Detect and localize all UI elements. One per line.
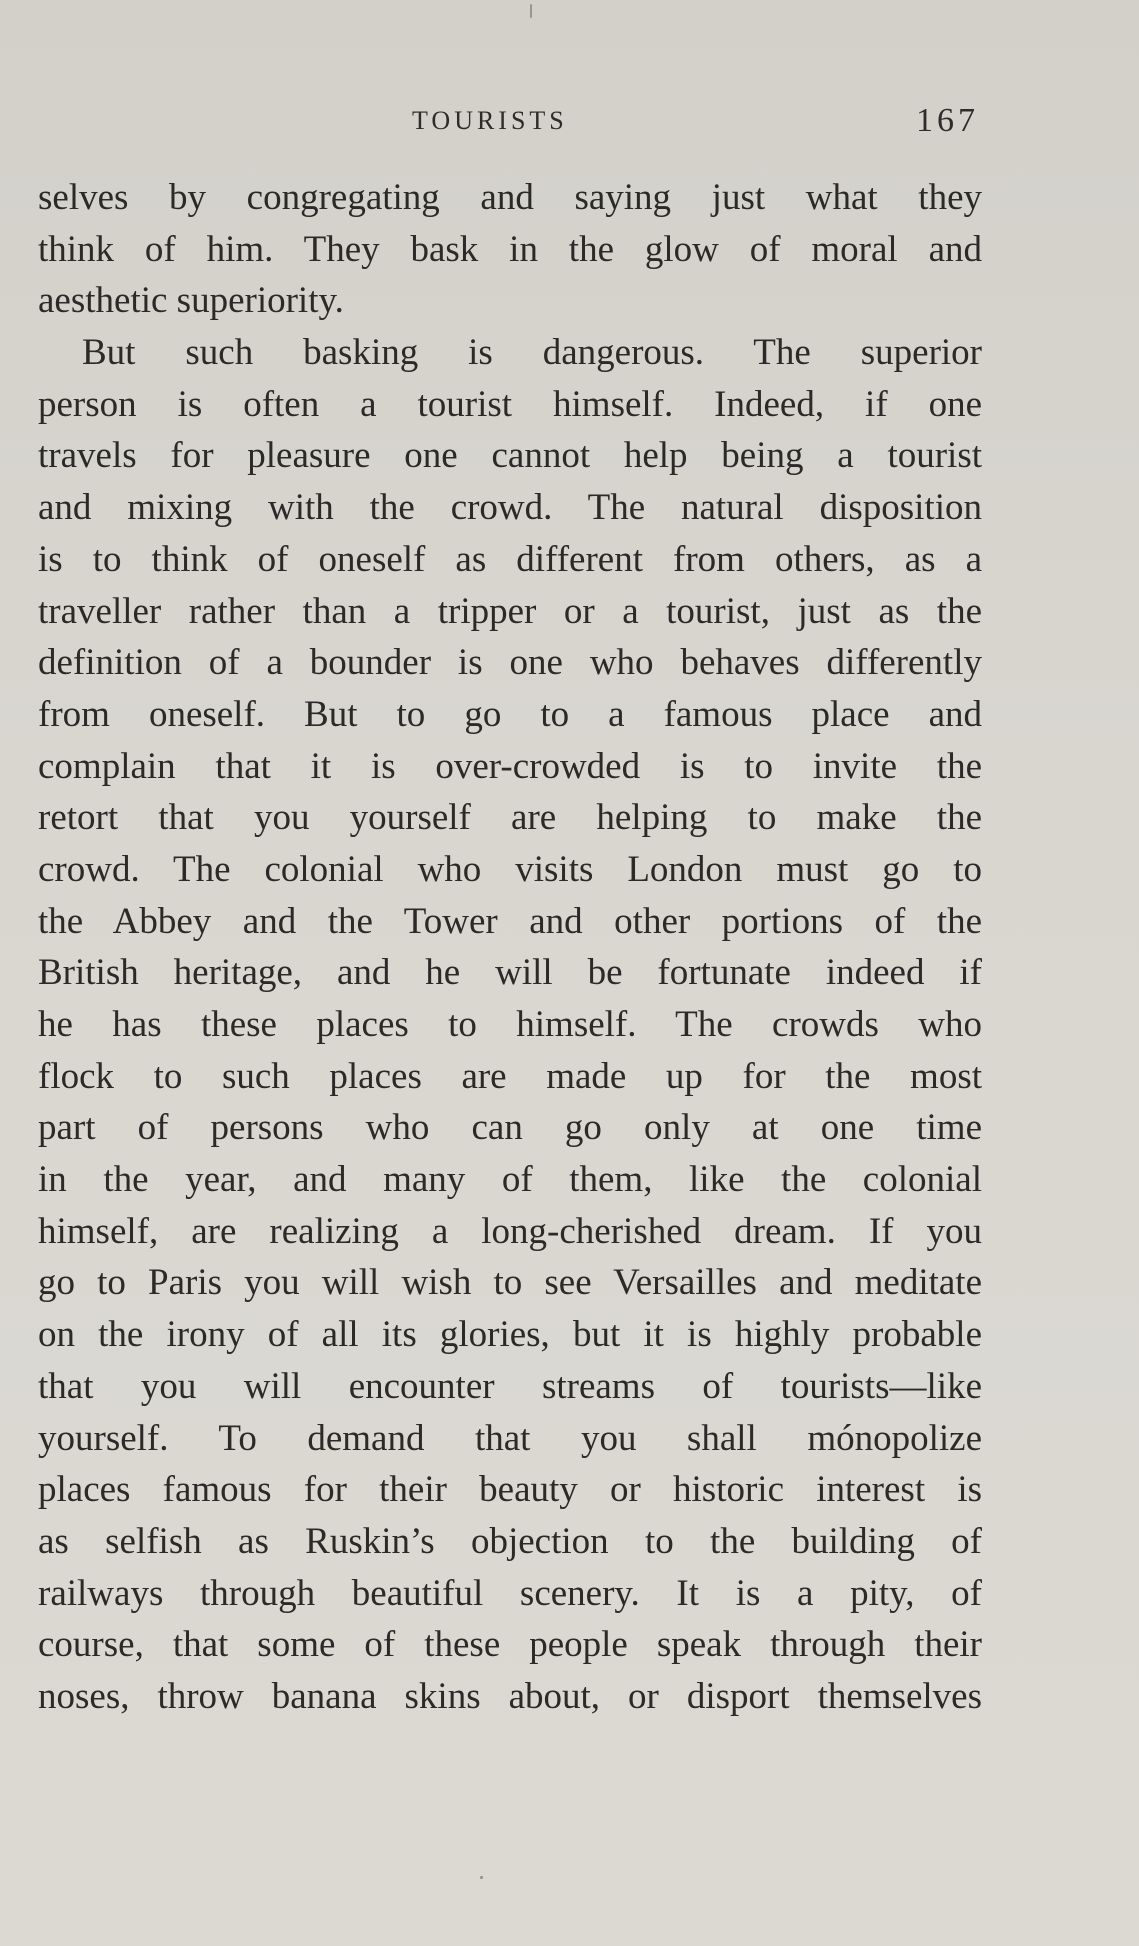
text-line: part of persons who can go only at one time [38,1107,982,1149]
text-line: travels for pleasure one cannot help being a tourist [38,435,982,477]
text-line: yourself. To demand that you shall mónopolize [38,1417,982,1459]
text-line: places famous for their beauty or historic interest is [38,1469,982,1511]
text-line: himself, are realizing a long-cherished dream. If you [38,1210,982,1252]
text-line: from oneself. But to go to a famous place and [38,693,982,735]
text-line: go to Paris you will wish to see Versailles and meditate [38,1262,982,1304]
text-line: traveller rather than a tripper or a tourist, just as the [38,590,982,632]
text-line: British heritage, and he will be fortunate indeed if [38,952,982,994]
paper-speck [480,1876,483,1879]
text-line: think of him. They bask in the glow of moral and [38,228,982,270]
text-line: as selfish as Ruskin’s objection to the building of [38,1520,982,1562]
page-header [0,102,1139,146]
paper-speck [530,4,532,18]
text-line: noses, throw banana skins about, or disport themselves [38,1675,982,1717]
body-text [38,172,982,1723]
text-line: aesthetic superiority. [38,280,344,322]
text-line: and mixing with the crowd. The natural disposition [38,487,982,529]
text-line: course, that some of these people speak through their [38,1624,982,1666]
running-head: TOURISTS [412,106,568,135]
text-line: flock to such places are made up for the most [38,1055,982,1097]
text-line: person is often a tourist himself. Indeed, if one [38,383,982,425]
text-line: that you will encounter streams of tourists—like [38,1365,982,1407]
page-number: 167 [916,102,979,139]
text-line: on the irony of all its glories, but it is highly probable [38,1314,982,1356]
text-line: railways through beautiful scenery. It is a pity, of [38,1572,982,1614]
text-line: he has these places to himself. The crowds who [38,1004,982,1045]
text-line: crowd. The colonial who visits London must go to [38,848,982,890]
paragraph-first-line: But such basking is dangerous. The superior [82,332,982,374]
text-line: is to think of oneself as different from others, as a [38,538,982,580]
text-line: complain that it is over-crowded is to invite the [38,745,982,787]
text-line: definition of a bounder is one who behaves differently [38,642,982,684]
text-line: in the year, and many of them, like the colonial [38,1159,982,1201]
text-line: the Abbey and the Tower and other portions of the [38,900,982,942]
text-line: selves by congregating and saying just what they [38,177,982,218]
text-line: retort that you yourself are helping to make the [38,797,982,839]
